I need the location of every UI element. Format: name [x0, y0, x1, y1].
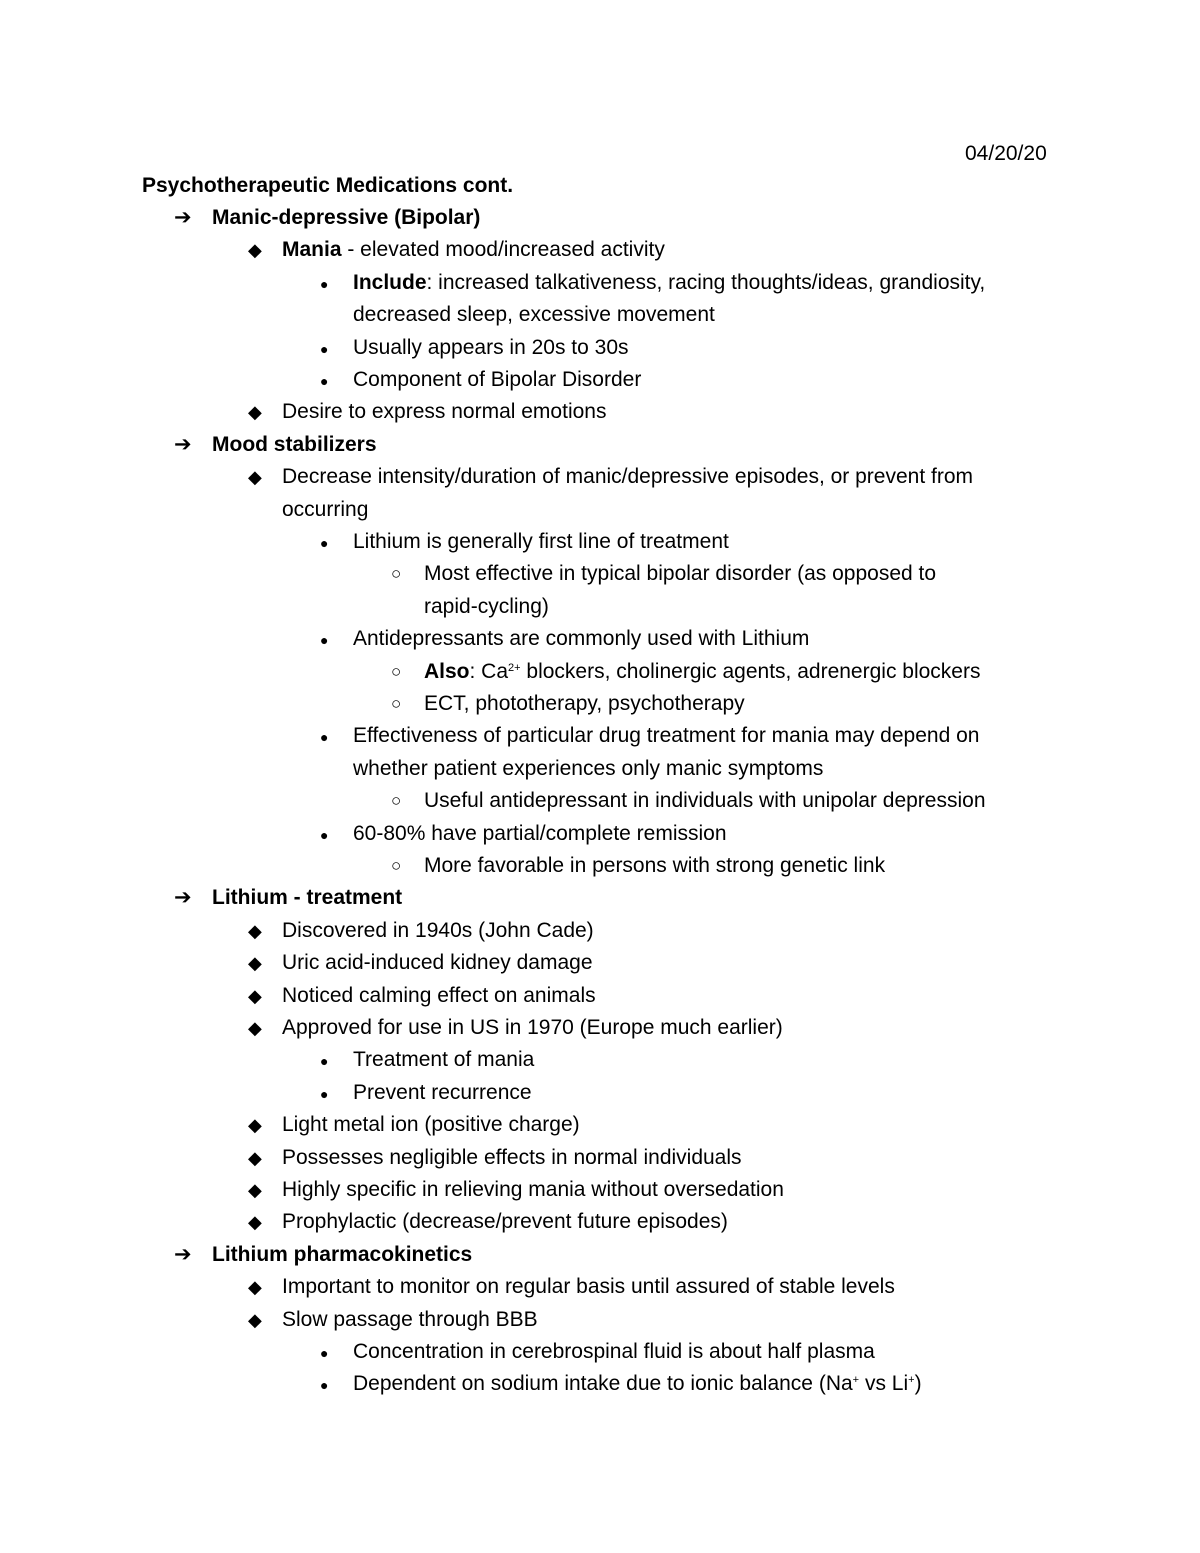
filled-circle-bullet-icon: ●	[320, 341, 329, 357]
diamond-bullet-icon: ◆	[248, 1310, 262, 1330]
arrow-bullet-icon: ➔	[174, 1243, 192, 1266]
list-item	[391, 850, 886, 882]
item-text: Highly specific in relieving mania without oversedation	[282, 1178, 784, 1201]
heading-text: Lithium - treatment	[212, 886, 403, 909]
arrow-bullet-icon: ➔	[174, 206, 192, 229]
item-text: Possesses negligible effects in normal individuals	[282, 1146, 742, 1169]
list-item	[248, 234, 665, 266]
page-title: Psychotherapeutic Medications cont.	[142, 174, 514, 197]
diamond-bullet-icon: ◆	[248, 1115, 262, 1135]
item-text: Dependent on sodium intake due to ionic balance (Na	[353, 1372, 853, 1395]
item-text: Noticed calming effect on animals	[282, 984, 596, 1007]
section-heading	[174, 202, 481, 234]
list-item-continuation: rapid-cycling)	[424, 595, 549, 618]
filled-circle-bullet-icon: ●	[320, 1377, 329, 1393]
item-text: blockers, cholinergic agents, adrenergic blockers	[520, 660, 981, 683]
list-item	[248, 1271, 895, 1303]
list-item	[391, 688, 745, 720]
list-item	[248, 1206, 728, 1238]
list-item	[320, 1368, 922, 1400]
filled-circle-bullet-icon: ●	[320, 535, 329, 551]
item-text: Component of Bipolar Disorder	[353, 368, 642, 391]
heading-text: Lithium pharmacokinetics	[212, 1243, 473, 1266]
item-text: Usually appears in 20s to 30s	[353, 336, 629, 359]
filled-circle-bullet-icon: ●	[320, 1053, 329, 1069]
bold-lead-text: Also	[424, 660, 470, 683]
item-text: : increased talkativeness, racing thoughts/ideas, grandiosity,	[426, 271, 986, 294]
diamond-bullet-icon: ◆	[248, 1180, 262, 1200]
item-text: Uric acid-induced kidney damage	[282, 951, 593, 974]
item-text: Discovered in 1940s (John Cade)	[282, 919, 594, 942]
diamond-bullet-icon: ◆	[248, 402, 262, 422]
item-text: Slow passage through BBB	[282, 1308, 538, 1331]
diamond-bullet-icon: ◆	[248, 921, 262, 941]
hollow-circle-bullet-icon: ○	[391, 791, 402, 810]
item-text: More favorable in persons with strong genetic link	[424, 854, 886, 877]
list-item	[320, 818, 727, 850]
item-text: Most effective in typical bipolar disorder (as opposed to	[424, 562, 937, 585]
item-text: Prevent recurrence	[353, 1081, 532, 1104]
heading-text: Mood stabilizers	[212, 433, 377, 456]
list-item	[248, 980, 596, 1012]
list-item	[248, 461, 974, 493]
list-item	[320, 720, 980, 752]
list-item	[248, 915, 594, 947]
diamond-bullet-icon: ◆	[248, 240, 262, 260]
item-text: Prophylactic (decrease/prevent future episodes)	[282, 1210, 728, 1233]
heading-text: Manic-depressive (Bipolar)	[212, 206, 481, 229]
list-item	[320, 1044, 535, 1076]
item-text: - elevated mood/increased activity	[341, 238, 665, 261]
superscript: +	[908, 1374, 915, 1386]
list-item	[248, 1174, 784, 1206]
list-item	[391, 785, 986, 817]
diamond-bullet-icon: ◆	[248, 1212, 262, 1232]
item-text: 60-80% have partial/complete remission	[353, 822, 727, 845]
list-item	[391, 656, 981, 688]
arrow-bullet-icon: ➔	[174, 886, 192, 909]
list-item-continuation: decreased sleep, excessive movement	[353, 303, 715, 326]
list-item	[248, 947, 593, 979]
filled-circle-bullet-icon: ●	[320, 1345, 329, 1361]
item-text: Treatment of mania	[353, 1048, 535, 1071]
section-heading	[174, 1239, 473, 1271]
item-text: Antidepressants are commonly used with Lithium	[353, 627, 810, 650]
note-date: 04/20/20	[965, 142, 1047, 165]
list-item	[320, 267, 986, 299]
list-item	[248, 1142, 742, 1174]
item-text: Decrease intensity/duration of manic/depressive episodes, or prevent from	[282, 465, 974, 488]
list-item	[320, 623, 810, 655]
filled-circle-bullet-icon: ●	[320, 729, 329, 745]
list-item	[248, 396, 607, 428]
list-item-continuation: whether patient experiences only manic symptoms	[353, 757, 824, 780]
list-item	[320, 1077, 532, 1109]
item-text: Concentration in cerebrospinal fluid is about half plasma	[353, 1340, 875, 1363]
item-text: Approved for use in US in 1970 (Europe much earlier)	[282, 1016, 783, 1039]
list-item	[391, 558, 937, 590]
hollow-circle-bullet-icon: ○	[391, 694, 402, 713]
item-text: Desire to express normal emotions	[282, 400, 607, 423]
list-item	[320, 526, 729, 558]
item-text: Important to monitor on regular basis until assured of stable levels	[282, 1275, 895, 1298]
section-heading	[174, 429, 377, 461]
item-text: Lithium is generally first line of treatment	[353, 530, 729, 553]
list-item	[248, 1304, 538, 1336]
item-text: Effectiveness of particular drug treatment for mania may depend on	[353, 724, 980, 747]
bold-lead-text: Mania	[282, 238, 342, 261]
item-text: : Ca	[469, 660, 509, 683]
hollow-circle-bullet-icon: ○	[391, 662, 402, 681]
superscript: 2+	[508, 662, 521, 674]
diamond-bullet-icon: ◆	[248, 1148, 262, 1168]
item-text: )	[914, 1372, 922, 1395]
list-item-continuation: occurring	[282, 498, 369, 521]
item-text: vs Li	[859, 1372, 909, 1395]
list-item	[320, 332, 629, 364]
filled-circle-bullet-icon: ●	[320, 1086, 329, 1102]
item-text: ECT, phototherapy, psychotherapy	[424, 692, 745, 715]
item-text: Useful antidepressant in individuals with unipolar depression	[424, 789, 986, 812]
list-item	[248, 1012, 783, 1044]
filled-circle-bullet-icon: ●	[320, 827, 329, 843]
item-text: Light metal ion (positive charge)	[282, 1113, 580, 1136]
diamond-bullet-icon: ◆	[248, 467, 262, 487]
arrow-bullet-icon: ➔	[174, 433, 192, 456]
diamond-bullet-icon: ◆	[248, 1277, 262, 1297]
filled-circle-bullet-icon: ●	[320, 632, 329, 648]
diamond-bullet-icon: ◆	[248, 1018, 262, 1038]
filled-circle-bullet-icon: ●	[320, 276, 329, 292]
section-heading	[174, 882, 403, 914]
list-item	[320, 364, 642, 396]
list-item	[320, 1336, 875, 1368]
superscript: +	[852, 1374, 860, 1386]
hollow-circle-bullet-icon: ○	[391, 564, 402, 583]
hollow-circle-bullet-icon: ○	[391, 856, 402, 875]
list-item	[248, 1109, 580, 1141]
diamond-bullet-icon: ◆	[248, 986, 262, 1006]
diamond-bullet-icon: ◆	[248, 953, 262, 973]
filled-circle-bullet-icon: ●	[320, 373, 329, 389]
bold-lead-text: Include	[353, 271, 427, 294]
